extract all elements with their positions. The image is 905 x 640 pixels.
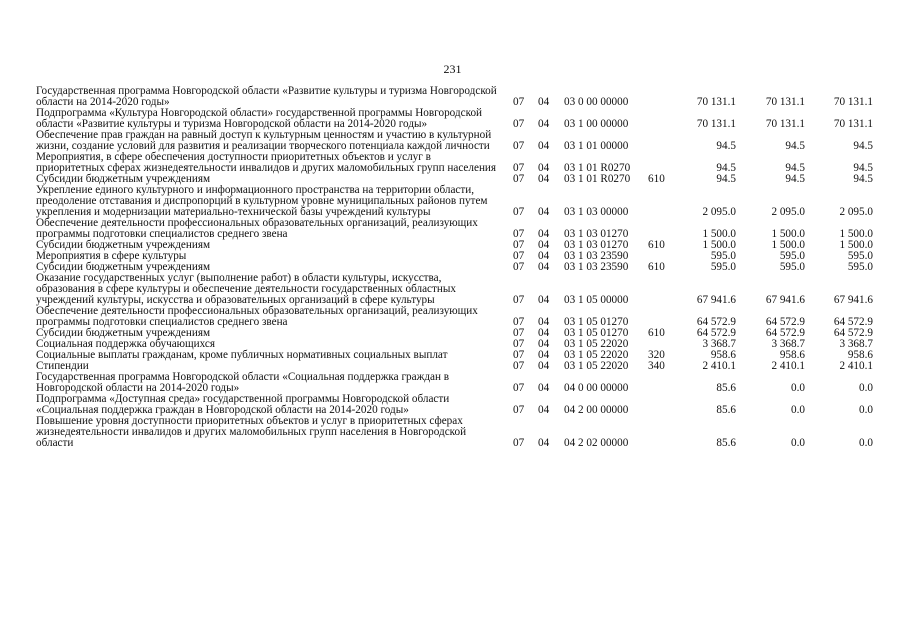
- section-code: 07: [513, 404, 525, 416]
- target-article-code: 04 2 00 00000: [564, 404, 629, 416]
- subsection-code: 04: [538, 118, 550, 130]
- amount-year-3: 0.0: [859, 382, 873, 394]
- subsection-code: 04: [538, 206, 550, 218]
- subsection-code: 04: [538, 404, 550, 416]
- row-description: Обеспечение деятельности профессиональных образовательных организаций, реализующих программы подготовки специалистов среднего звена: [36, 305, 478, 328]
- target-article-code: 03 1 03 23590: [564, 250, 629, 262]
- page-number: 231: [443, 62, 462, 76]
- amount-year-1: 595.0: [710, 261, 736, 273]
- amount-year-3: 94.5: [853, 173, 873, 185]
- expense-type-code: 320: [648, 349, 665, 361]
- table-row: [36, 416, 876, 449]
- table-row: [36, 218, 876, 240]
- table-row: [36, 394, 876, 416]
- row-description: Мероприятия в сфере культуры: [36, 250, 187, 262]
- row-description: Государственная программа Новгородской области «Социальная поддержка граждан в Новгородской области на 2014-2020 годы»: [36, 371, 450, 394]
- target-article-code: 03 1 01 00000: [564, 140, 629, 152]
- amount-year-2: 0.0: [791, 437, 805, 449]
- section-code: 07: [513, 206, 525, 218]
- amount-year-2: 0.0: [791, 382, 805, 394]
- row-description: Субсидии бюджетным учреждениям: [36, 261, 211, 273]
- amount-year-3: 64 572.9: [833, 316, 873, 328]
- target-article-code: 04 2 02 00000: [564, 437, 629, 449]
- row-description: Мероприятия, в сфере обеспечения доступности приоритетных объектов и услуг в приоритетных сферах жизнедеятельности инвалидов и других маломобильных групп населения: [36, 151, 497, 174]
- subsection-code: 04: [538, 96, 550, 108]
- amount-year-1: 1 500.0: [702, 239, 736, 251]
- target-article-code: 03 1 05 22020: [564, 349, 629, 361]
- amount-year-1: 85.6: [716, 382, 736, 394]
- amount-year-1: 85.6: [716, 404, 736, 416]
- row-description: Субсидии бюджетным учреждениям: [36, 173, 211, 185]
- row-codes-and-values: [36, 350, 876, 361]
- table-row: [36, 350, 876, 361]
- amount-year-2: 958.6: [779, 349, 805, 361]
- subsection-code: 04: [538, 228, 550, 240]
- expense-type-code: 340: [648, 360, 665, 372]
- amount-year-2: 1 500.0: [771, 228, 805, 240]
- amount-year-3: 3 368.7: [839, 338, 873, 350]
- amount-year-3: 94.5: [853, 162, 873, 174]
- amount-year-1: 958.6: [710, 349, 736, 361]
- amount-year-3: 0.0: [859, 437, 873, 449]
- section-code: 07: [513, 382, 525, 394]
- expense-type-code: 610: [648, 173, 665, 185]
- table-row: [36, 273, 876, 306]
- target-article-code: 03 1 05 00000: [564, 294, 629, 306]
- expense-type-code: 610: [648, 261, 665, 273]
- amount-year-3: 70 131.1: [833, 118, 873, 130]
- amount-year-1: 595.0: [710, 250, 736, 262]
- row-description: Повышение уровня доступности приоритетных объектов и услуг в приоритетных сферах жизнедеятельности инвалидов и других маломобильных групп населения в Новгородской области: [36, 415, 467, 449]
- table-row: [36, 86, 876, 108]
- amount-year-1: 1 500.0: [702, 228, 736, 240]
- amount-year-3: 595.0: [847, 250, 873, 262]
- section-code: 07: [513, 316, 525, 328]
- table-row: [36, 185, 876, 218]
- table-row: [36, 108, 876, 130]
- amount-year-2: 64 572.9: [765, 316, 805, 328]
- row-codes-and-values: [36, 438, 876, 449]
- subsection-code: 04: [538, 162, 550, 174]
- amount-year-2: 2 095.0: [771, 206, 805, 218]
- amount-year-2: 94.5: [785, 140, 805, 152]
- amount-year-2: 94.5: [785, 162, 805, 174]
- subsection-code: 04: [538, 338, 550, 350]
- target-article-code: 03 1 01 R0270: [564, 162, 631, 174]
- amount-year-3: 2 410.1: [839, 360, 873, 372]
- amount-year-2: 3 368.7: [771, 338, 805, 350]
- amount-year-1: 70 131.1: [696, 96, 736, 108]
- amount-year-3: 595.0: [847, 261, 873, 273]
- amount-year-2: 595.0: [779, 250, 805, 262]
- section-code: 07: [513, 118, 525, 130]
- amount-year-3: 64 572.9: [833, 327, 873, 339]
- amount-year-1: 64 572.9: [696, 316, 736, 328]
- amount-year-1: 94.5: [716, 162, 736, 174]
- subsection-code: 04: [538, 250, 550, 262]
- table-row: [36, 130, 876, 152]
- table-row: [36, 152, 876, 174]
- amount-year-1: 2 095.0: [702, 206, 736, 218]
- row-description: Оказание государственных услуг (выполнение работ) в области культуры, искусства, образования в сфере культуры и обеспечение деятельности государственных областных учреждений культуры, искусства и образовательных организаций в сфере культуры: [36, 272, 456, 306]
- section-code: 07: [513, 239, 525, 251]
- subsection-code: 04: [538, 294, 550, 306]
- target-article-code: 03 1 05 01270: [564, 316, 629, 328]
- target-article-code: 03 1 00 00000: [564, 118, 629, 130]
- amount-year-2: 70 131.1: [765, 118, 805, 130]
- amount-year-2: 67 941.6: [765, 294, 805, 306]
- row-description: Обеспечение прав граждан на равный доступ к культурным ценностям и участию в культурной жизни, создание условий для развития и реализации творческого потенциала каждой личности: [36, 129, 492, 152]
- amount-year-2: 64 572.9: [765, 327, 805, 339]
- amount-year-2: 70 131.1: [765, 96, 805, 108]
- target-article-code: 03 1 05 01270: [564, 327, 629, 339]
- subsection-code: 04: [538, 382, 550, 394]
- target-article-code: 03 1 01 R0270: [564, 173, 631, 185]
- row-description: Субсидии бюджетным учреждениям: [36, 327, 211, 339]
- amount-year-3: 1 500.0: [839, 239, 873, 251]
- subsection-code: 04: [538, 327, 550, 339]
- section-code: 07: [513, 173, 525, 185]
- row-description: Социальные выплаты гражданам, кроме публичных нормативных социальных выплат: [36, 349, 448, 361]
- row-description: Обеспечение деятельности профессиональных образовательных организаций, реализующих программы подготовки специалистов среднего звена: [36, 217, 478, 240]
- amount-year-3: 94.5: [853, 140, 873, 152]
- section-code: 07: [513, 327, 525, 339]
- subsection-code: 04: [538, 316, 550, 328]
- target-article-code: 03 1 05 22020: [564, 338, 629, 350]
- section-code: 07: [513, 228, 525, 240]
- amount-year-1: 3 368.7: [702, 338, 736, 350]
- expense-type-code: 610: [648, 239, 665, 251]
- amount-year-3: 2 095.0: [839, 206, 873, 218]
- expense-type-code: 610: [648, 327, 665, 339]
- amount-year-3: 958.6: [847, 349, 873, 361]
- section-code: 07: [513, 96, 525, 108]
- subsection-code: 04: [538, 437, 550, 449]
- amount-year-3: 67 941.6: [833, 294, 873, 306]
- section-code: 07: [513, 162, 525, 174]
- amount-year-2: 1 500.0: [771, 239, 805, 251]
- amount-year-1: 67 941.6: [696, 294, 736, 306]
- section-code: 07: [513, 261, 525, 273]
- section-code: 07: [513, 360, 525, 372]
- subsection-code: 04: [538, 261, 550, 273]
- row-description: Субсидии бюджетным учреждениям: [36, 239, 211, 251]
- amount-year-2: 595.0: [779, 261, 805, 273]
- row-description: Подпрограмма «Культура Новгородской области» государственной программы Новгородской области «Развитие культуры и туризма Новгородской области на 2014-2020 годы»: [36, 107, 483, 130]
- row-description: Стипендии: [36, 360, 89, 372]
- table-row: [36, 306, 876, 328]
- row-description: Социальная поддержка обучающихся: [36, 338, 216, 350]
- amount-year-1: 94.5: [716, 173, 736, 185]
- subsection-code: 04: [538, 360, 550, 372]
- amount-year-2: 0.0: [791, 404, 805, 416]
- amount-year-2: 94.5: [785, 173, 805, 185]
- amount-year-1: 2 410.1: [702, 360, 736, 372]
- amount-year-3: 0.0: [859, 404, 873, 416]
- target-article-code: 03 1 03 00000: [564, 206, 629, 218]
- target-article-code: 03 1 03 23590: [564, 261, 629, 273]
- section-code: 07: [513, 437, 525, 449]
- section-code: 07: [513, 338, 525, 350]
- subsection-code: 04: [538, 173, 550, 185]
- amount-year-2: 2 410.1: [771, 360, 805, 372]
- section-code: 07: [513, 140, 525, 152]
- target-article-code: 03 0 00 00000: [564, 96, 629, 108]
- amount-year-1: 70 131.1: [696, 118, 736, 130]
- subsection-code: 04: [538, 239, 550, 251]
- section-code: 07: [513, 250, 525, 262]
- section-code: 07: [513, 294, 525, 306]
- amount-year-3: 70 131.1: [833, 96, 873, 108]
- target-article-code: 03 1 05 22020: [564, 360, 629, 372]
- subsection-code: 04: [538, 349, 550, 361]
- row-description: Укрепление единого культурного и информационного пространства на территории области, преодоление отставания и диспропорций в культурном уровне муниципальных районов путем укрепления и модернизации материально-технической базы учреждений культуры: [36, 184, 488, 218]
- target-article-code: 04 0 00 00000: [564, 382, 629, 394]
- table-row: [36, 372, 876, 394]
- budget-table: [36, 86, 876, 449]
- row-description: Государственная программа Новгородской области «Развитие культуры и туризма Новгородской области на 2014-2020 годы»: [36, 85, 497, 108]
- target-article-code: 03 1 03 01270: [564, 239, 629, 251]
- amount-year-1: 94.5: [716, 140, 736, 152]
- subsection-code: 04: [538, 140, 550, 152]
- row-description: Подпрограмма «Доступная среда» государственной программы Новгородской области «Социальная поддержка граждан в Новгородской области на 2014-2020 годы»: [36, 393, 450, 416]
- amount-year-1: 64 572.9: [696, 327, 736, 339]
- amount-year-1: 85.6: [716, 437, 736, 449]
- target-article-code: 03 1 03 01270: [564, 228, 629, 240]
- section-code: 07: [513, 349, 525, 361]
- amount-year-3: 1 500.0: [839, 228, 873, 240]
